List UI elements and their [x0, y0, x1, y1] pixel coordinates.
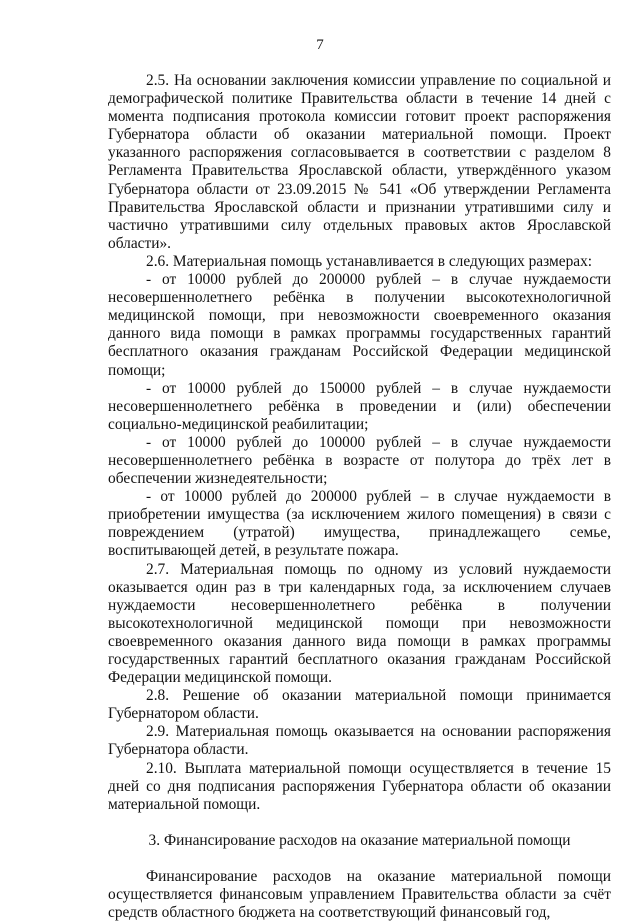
section-heading: 3. Финансирование расходов на оказание материальной помощи: [148, 831, 571, 849]
section-paragraph: Финансирование расходов на оказание материальной помощи осуществляется финансовым управлением Правительства области за счёт средств областного бюджета на соответствующий финансовый год,: [108, 867, 611, 922]
paragraph-2-9: 2.9. Материальная помощь оказывается на основании распоряжения Губернатора области.: [108, 723, 611, 759]
paragraph-2-7: 2.7. Материальная помощь по одному из условий нуждаемости оказывается один раз в три календарных года, за исключением случаев нуждаемости несовершеннолетнего ребёнка в получении высокотехнологичной медицинской помощи при невозможности своевременного оказания данного вида помощи в рамках программы государственных гарантий бесплатного оказания гражданам Российской Федерации медицинской помощи.: [108, 560, 611, 687]
list-item-2: - от 10000 рублей до 150000 рублей – в случае нуждаемости несовершеннолетнего ребёнка в проведении и (или) обеспечении социально-медицинской реабилитации;: [108, 379, 611, 433]
paragraph-2-6: 2.6. Материальная помощь устанавливается в следующих размерах:: [146, 252, 593, 270]
paragraph-2-5: 2.5. На основании заключения комиссии управление по социальной и демографической политике Правительства области в течение 14 дней с момента подписания протокола комиссии готовит проект распоряжения Губернатора области об оказании материальной помощи. Проект указанного распоряжения согласовывается в соответствии с разделом 8 Регламента Правительства Ярославской области, утверждённого указом Губернатора области от 23.09.2015 № 541 «Об утверждении Регламента Правительства Ярославской области и признании утратившими силу и частично утратившими силу отдельных правовых актов Ярославской области».: [108, 72, 611, 252]
page-number: 7: [316, 37, 324, 53]
list-item-1: - от 10000 рублей до 200000 рублей – в случае нуждаемости несовершеннолетнего ребёнка в получении высокотехнологичной медицинской помощи, при невозможности своевременного оказания данного вида помощи в рамках программы государственных гарантий бесплатного оказания гражданам Российской Федерации медицинской помощи;: [108, 271, 611, 379]
list-item-4: - от 10000 рублей до 200000 рублей – в случае нуждаемости в приобретении имущества (за исключением жилого помещения) в связи с повреждением (утратой) имущества, принадлежащего семье, воспитывающей детей, в результате пожара.: [108, 488, 611, 560]
paragraph-2-10: 2.10. Выплата материальной помощи осуществляется в течение 15 дней со дня подписания распоряжения Губернатора области об оказании материальной помощи.: [108, 759, 611, 813]
list-item-3: - от 10000 рублей до 100000 рублей – в случае нуждаемости несовершеннолетнего ребёнка в возрасте от полутора до трёх лет в обеспечении жизнедеятельности;: [108, 433, 611, 488]
document-body: [108, 72, 611, 922]
paragraph-2-8: 2.8. Решение об оказании материальной помощи принимается Губернатором области.: [108, 687, 611, 723]
